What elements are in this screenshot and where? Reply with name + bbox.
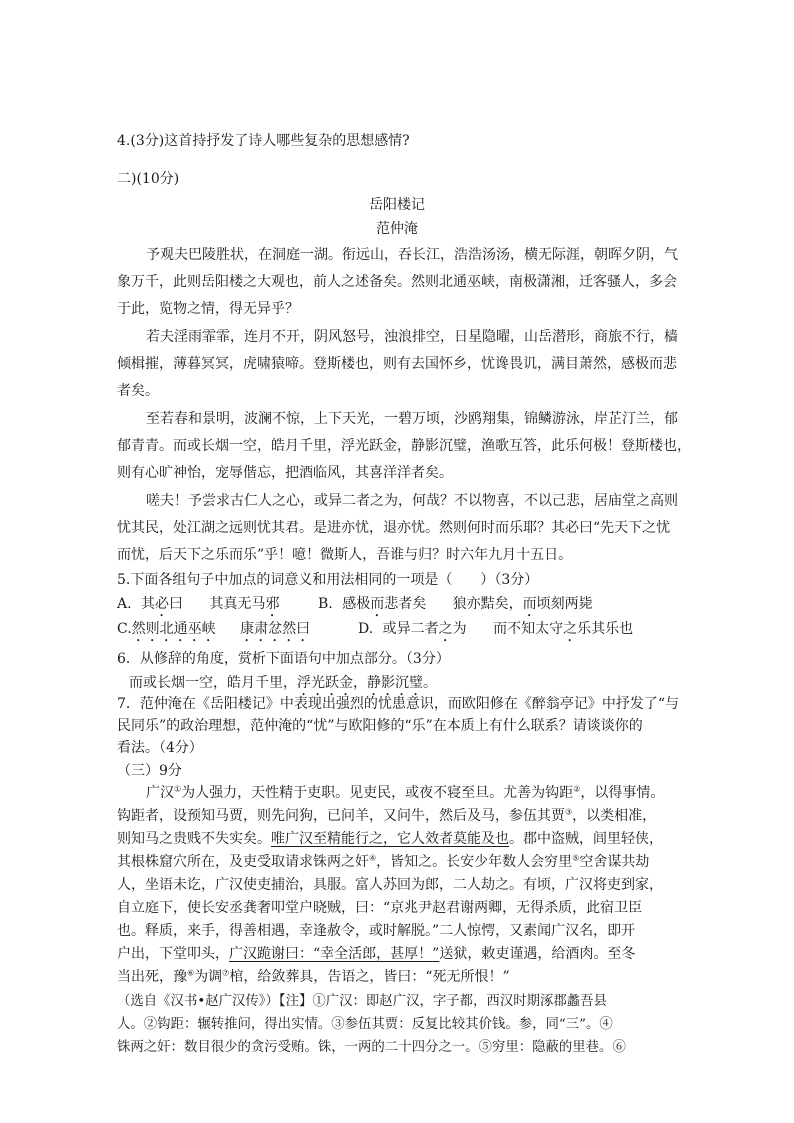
underlined-sentence: 唯广汉至精能行之，它人效者莫能及也 [271, 831, 509, 847]
text: 而不知太守 [493, 621, 564, 637]
text-line: 则有心旷神怡，宠辱偕忘，把酒临风，其喜洋洋者矣。 [117, 465, 453, 481]
text: 顷刻两毙 [536, 596, 593, 612]
text: 感极 [342, 596, 371, 612]
section-3-header: （三）9分 [117, 763, 182, 779]
text-line [117, 855, 649, 869]
text: 。郡中盗贼，闾里轻侠， [509, 831, 663, 847]
text: 钩距者，设预知马贾，则先问狗，已问羊，又问牛，然后及马，参伍其贾 [117, 808, 565, 824]
text-line: 也。释质，来手，得善相遇，幸逢赦令，或时解脱。”二人惊愕，又素闻广汉名，即开 [117, 923, 636, 939]
text-line: 倾楫摧，薄暮冥冥，虎啸猿啼。登斯楼也，则有去国怀乡，忧谗畏讥，满目萧然，感极而悲 [117, 356, 677, 372]
text: 则知马之贵贱不失实矣。 [117, 831, 271, 847]
text: 其根株窟穴所在，及吏受取请求铢两之奸 [117, 854, 369, 870]
text-line: 嗟夫！予尝求古仁人之心，或异二者之为，何哉？不以物喜，不以己悲，居庙堂之高则 [146, 493, 678, 509]
option-text [493, 621, 633, 637]
q5-option-c [117, 621, 310, 645]
text-line [117, 970, 510, 984]
option-text: 然则北通巫峡 [131, 621, 216, 637]
option-label: D. [358, 621, 374, 637]
text: 为调 [194, 969, 223, 985]
footnote-line: （选自《汉书•赵广汉传》）【注】①广汉：即赵广汉，字子都，西汉时期涿郡蠡吾县 [117, 994, 607, 1009]
footnote-marker: ③ [565, 807, 573, 817]
footnote-marker: ⑥ [187, 968, 195, 978]
text-line: 者矣。 [117, 383, 159, 399]
option-text [453, 596, 593, 612]
dotted-phrase: 静影沉璧 [367, 675, 423, 691]
text: 其真无马 [209, 596, 266, 612]
dotted-word: 而 [370, 596, 385, 612]
dotted-word: 而 [522, 596, 537, 612]
text-line: 郁青青。而或长烟一空，皓月千里，浮光跃金，静影沉璧，渔歌互答，此乐何极！登斯楼也， [117, 438, 691, 454]
question-4: 4.(3分)这首持抒发了诗人哪些复杂的思想感情? [117, 133, 410, 149]
text: 而或长烟一空，皓月千里， [129, 675, 297, 691]
text: 广汉 [146, 785, 174, 801]
text-line: 于此，览物之情，得无异乎？ [117, 301, 299, 317]
option-text [383, 621, 467, 637]
text: 为人强力，天性精于吏职。见吏民，或夜不寝至旦。尤善为钩距 [181, 785, 574, 801]
text-line: 至若春和景明，波澜不惊，上下天光，一碧万顷，沙鸥翔集，锦鳞游泳，岸芷汀兰，郁 [146, 411, 678, 427]
text: ，皆知之。长安少年数人会穷里 [376, 854, 573, 870]
text: 乐其乐也 [577, 621, 634, 637]
text-line: 7．范仲淹在《岳阳楼记》中表现出强烈的忧患意识，而欧阳修在《醉翁亭记》中抒发了“与 [117, 696, 680, 712]
question-6-stem: 6．从修辞的角度，赏析下面语句中加点部分。（3分） [117, 651, 450, 667]
text-line: 忧其民，处江湖之远则忧其君。是进亦忧，退亦忧。然则何时而乐耶？其必曰“先天下之忧 [117, 520, 671, 536]
text: 当出死，豫 [117, 969, 187, 985]
dotted-word: 必 [155, 596, 170, 612]
text: 其 [141, 596, 156, 612]
footnote-marker: ⑤ [572, 853, 580, 863]
text: 送狱，敕吏谨遇，给酒肉。至冬 [439, 946, 636, 962]
text-line: 看法。（4分） [117, 740, 203, 756]
text: ， [353, 675, 367, 691]
essay-author: 范仲淹 [376, 221, 418, 237]
q5-option-a [117, 596, 279, 620]
option-label: B. [318, 596, 333, 612]
text: 户出，下堂叩头， [117, 946, 229, 962]
text: 为 [452, 621, 467, 637]
text-line: 民同乐”的政治理想，范仲淹的“忧”与欧阳修的“乐”在本质上有什么联系？请谈谈你的 [117, 718, 643, 734]
text: ，以得事情。 [580, 785, 665, 801]
text: ，以类相准， [572, 808, 657, 824]
q5-option-b [318, 596, 593, 620]
text-line: 象万千，此则岳阳楼之大观也，前人之述备矣。然则北通巫峡，南极潇湘，迁客骚人，多会 [117, 274, 677, 290]
option-text [342, 596, 426, 612]
dotted-phrase: 浮光跃金 [297, 675, 353, 691]
question-5-stem: 5.下面各组句子中加点的词意义和用法相同的一项是（ ）（3分） [117, 572, 539, 588]
option-label: A. [117, 596, 132, 612]
option-text: 康肃忿然曰 [240, 621, 311, 637]
text-line [117, 809, 656, 823]
footnote-line: 人。②钩距：辗转推问，得出实情。③参伍其贾：反复比较其价钱。参，同“三”。④ [117, 1017, 613, 1032]
dotted-word: 邪 [265, 596, 280, 612]
text: 或异二者 [382, 621, 439, 637]
text: 狼亦黠矣， [452, 596, 523, 612]
text: 。 [423, 675, 437, 691]
text-line [117, 947, 635, 961]
text: 空舍谋共劫 [579, 854, 650, 870]
footnote-line: 铢两之奸：数目很少的贪污受贿。铢，一两的二十四分之一。⑤穷里：隐蔽的里巷。⑥ [117, 1040, 626, 1055]
text-line: 若夫淫雨霏霏，连月不开，阴风怒号，浊浪排空，日星隐曜，山岳潜形，商旅不行，樯 [146, 329, 678, 345]
footnote-marker: ④ [369, 853, 377, 863]
text-line: 予观夫巴陵胜状，在洞庭一湖。衔远山，吞长江，浩浩汤汤，横无际涯，朝晖夕阴，气 [146, 247, 678, 263]
q5-option-d [358, 621, 633, 645]
dotted-word: 之 [563, 621, 578, 637]
text: 曰 [169, 596, 184, 612]
text: 棺，给敛葬具，告语之，皆曰：“死无所恨！” [229, 969, 510, 985]
text-line: 自立庭下，使长安丞龚奢叩堂户晓贼，曰：“京兆尹赵君谢两卿，无得杀质，此宿卫臣 [117, 900, 643, 916]
option-text [209, 596, 279, 612]
footnote-marker: ⑦ [222, 968, 230, 978]
text-line: 而忧，后天下之乐而乐”乎！噫！微斯人，吾谁与归？时六年九月十五日。 [117, 547, 573, 563]
option-text [141, 596, 183, 612]
essay-title: 岳阳楼记 [369, 197, 425, 213]
footnote-marker: ① [174, 784, 182, 794]
dotted-word: 之 [438, 621, 453, 637]
section-2-header: 二)(10分) [117, 171, 180, 187]
footnote-marker: ② [573, 784, 581, 794]
option-label: C. [117, 621, 132, 637]
text: 悲者矣 [384, 596, 427, 612]
text-line [117, 832, 663, 846]
text-line [146, 786, 664, 800]
text-line: 人，坐语未讫，广汉使吏捕治，具服。富人苏回为郎，二人劫之。有顷，广汉将吏到家， [117, 877, 663, 893]
underlined-sentence: 广汉跪谢曰：“幸全活郎，甚厚！” [229, 946, 440, 962]
